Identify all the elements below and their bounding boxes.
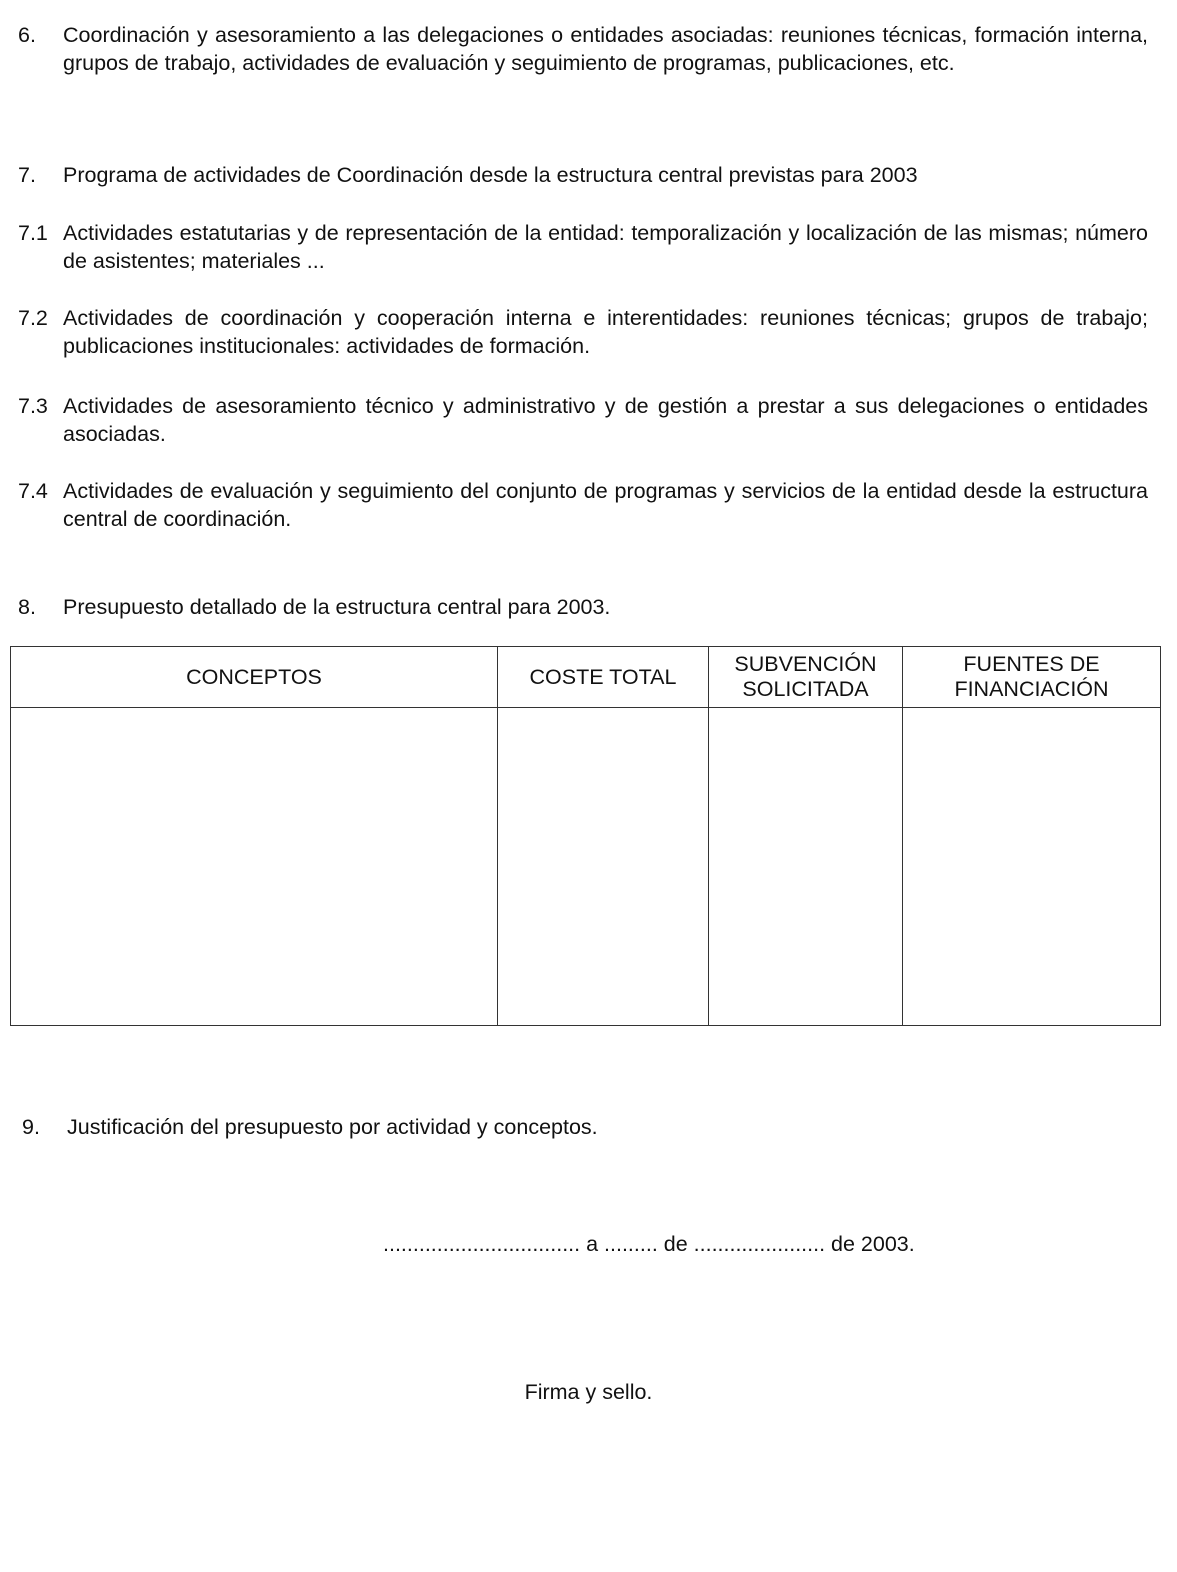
cell-coste-total[interactable] bbox=[498, 708, 709, 1026]
signature-label: Firma y sello. bbox=[524, 1380, 653, 1404]
section-number: 7. bbox=[18, 163, 36, 187]
section-text: Actividades estatutarias y de representación de la entidad: temporalización y localización de las mismas; número de asistentes; materiales ... bbox=[63, 221, 1148, 273]
section-number: 7.1 bbox=[18, 221, 48, 245]
table-header-row bbox=[11, 647, 1161, 708]
section-7-4 bbox=[18, 477, 1148, 533]
cell-subvencion-solicitada[interactable] bbox=[709, 708, 903, 1026]
section-7-1 bbox=[18, 219, 1148, 275]
section-7-2 bbox=[18, 304, 1148, 360]
section-text: Programa de actividades de Coordinación desde la estructura central previstas para 2003 bbox=[63, 163, 918, 187]
section-6 bbox=[18, 21, 1148, 77]
cell-conceptos[interactable] bbox=[11, 708, 498, 1026]
section-text: Presupuesto detallado de la estructura central para 2003. bbox=[63, 595, 611, 619]
section-7 bbox=[18, 161, 1148, 189]
cell-fuentes-financiacion[interactable] bbox=[903, 708, 1161, 1026]
section-8 bbox=[18, 593, 1148, 621]
section-text: Coordinación y asesoramiento a las delegaciones o entidades asociadas: reuniones técnicas, formación interna, grupos de trabajo, actividades de evaluación y seguimiento de programas, publicaciones, etc. bbox=[63, 23, 1148, 75]
budget-table bbox=[10, 646, 1161, 1026]
header-fuentes-financiacion: FUENTES DE FINANCIACIÓN bbox=[903, 647, 1161, 708]
section-text: Actividades de coordinación y cooperación interna e interentidades: reuniones técnicas; grupos de trabajo; publicaciones institucionales: actividades de formación. bbox=[63, 306, 1148, 358]
section-text: Actividades de evaluación y seguimiento del conjunto de programas y servicios de la entidad desde la estructura central de coordinación. bbox=[63, 479, 1148, 531]
section-number: 7.4 bbox=[18, 479, 48, 503]
section-number: 8. bbox=[18, 595, 36, 619]
section-number: 9. bbox=[22, 1115, 40, 1139]
section-number: 7.2 bbox=[18, 306, 48, 330]
section-7-3 bbox=[18, 392, 1148, 448]
header-conceptos: CONCEPTOS bbox=[11, 647, 498, 708]
header-coste-total: COSTE TOTAL bbox=[498, 647, 709, 708]
section-number: 6. bbox=[18, 23, 36, 47]
section-text: Actividades de asesoramiento técnico y administrativo y de gestión a prestar a sus delegaciones o entidades asociadas. bbox=[63, 394, 1148, 446]
section-number: 7.3 bbox=[18, 394, 48, 418]
section-9 bbox=[22, 1113, 1152, 1141]
header-subvencion-solicitada: SUBVENCIÓN SOLICITADA bbox=[709, 647, 903, 708]
date-line: ................................. a ......... de ...................... de 2003. bbox=[383, 1232, 915, 1256]
section-text: Justificación del presupuesto por actividad y conceptos. bbox=[67, 1115, 598, 1139]
table-row bbox=[11, 708, 1161, 1026]
